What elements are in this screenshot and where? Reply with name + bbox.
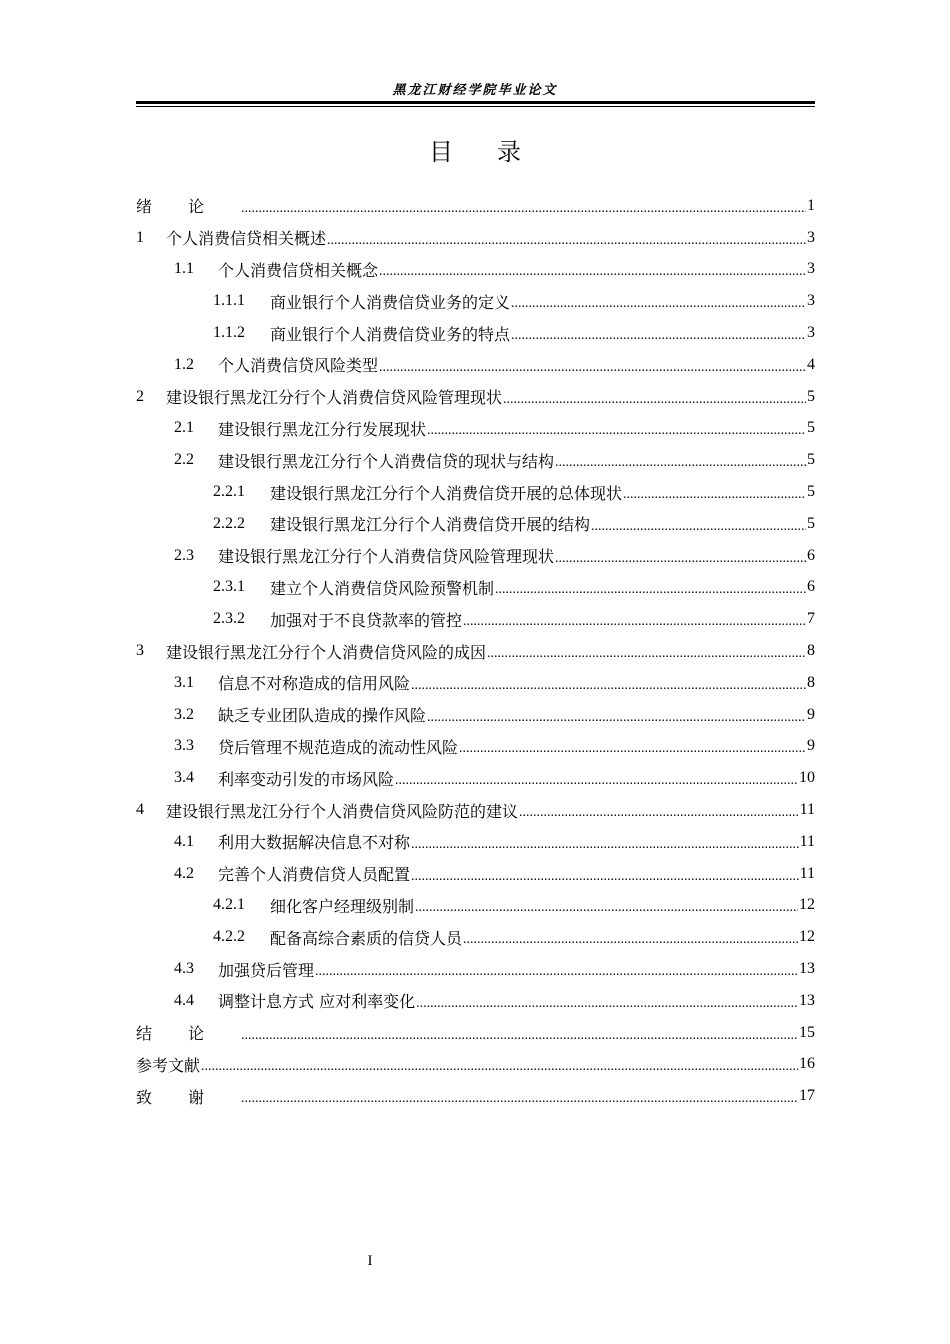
toc-entry-number: 3 (136, 642, 144, 660)
toc-entry[interactable] (136, 413, 815, 445)
toc-entry-title: 调整计息方式 应对利率变化 (218, 992, 416, 1012)
toc-entry-title: 配备高综合素质的信贷人员 (270, 928, 463, 948)
toc-entry-number: 3.4 (174, 769, 194, 787)
toc-entry-page: 11 (799, 832, 815, 850)
toc-entry-page: 5 (807, 419, 815, 437)
toc-entry-page: 12 (799, 928, 815, 946)
toc-dot-leader (416, 996, 798, 1017)
toc-entry[interactable] (136, 667, 815, 699)
toc-dot-leader (395, 773, 798, 794)
toc-dot-leader (555, 455, 806, 476)
toc-entry-title: 商业银行个人消费信贷业务的定义 (270, 292, 511, 312)
toc-entry[interactable] (136, 254, 815, 286)
toc-entry-number: 2 (136, 387, 144, 405)
toc-entry[interactable] (136, 444, 815, 476)
toc-entry-number: 4.3 (174, 960, 194, 978)
toc-dot-leader (427, 423, 806, 444)
toc-heading: 目录 (429, 138, 565, 166)
toc-entry-page: 10 (799, 769, 815, 787)
toc-entry-number: 4 (136, 801, 144, 819)
toc-entry-number: 1.1.1 (213, 292, 245, 310)
toc-dot-leader (379, 264, 806, 285)
toc-entry-number: 4.4 (174, 991, 194, 1009)
toc-entry[interactable] (136, 508, 815, 540)
toc-entry-number: 2.3.2 (213, 610, 245, 628)
toc-entry-number: 2.2.1 (213, 483, 245, 501)
toc-entry-number: 2.2.2 (213, 514, 245, 532)
toc-dot-leader (241, 1091, 798, 1112)
toc-entry-number: 2.3.1 (213, 578, 245, 596)
toc-entry[interactable] (136, 794, 815, 826)
toc-entry[interactable] (136, 985, 815, 1017)
toc-dot-leader (511, 296, 806, 317)
toc-entry-title: 商业银行个人消费信贷业务的特点 (270, 324, 511, 344)
toc-entry[interactable] (136, 921, 815, 953)
toc-entry-number: 2.3 (174, 546, 194, 564)
footer-page-number: I (367, 1253, 373, 1269)
toc-entry-title: 建立个人消费信贷风险预警机制 (270, 578, 495, 598)
toc-entry-page: 8 (807, 642, 815, 660)
toc-entry-page: 9 (807, 705, 815, 723)
toc-entry-title: 利用大数据解决信息不对称 (218, 833, 411, 853)
toc-dot-leader (241, 201, 806, 222)
toc-entry-title: 建设银行黑龙江分行个人消费信贷开展的总体现状 (270, 483, 623, 503)
toc-entry-number: 3.2 (174, 705, 194, 723)
toc-entry-page: 5 (807, 483, 815, 501)
toc-entry[interactable] (136, 953, 815, 985)
toc-entry[interactable] (136, 1080, 815, 1112)
toc-dot-leader (427, 710, 806, 731)
toc-entry-title: 结论 (136, 1024, 241, 1044)
toc-entry-title: 建设银行黑龙江分行个人消费信贷风险管理现状 (166, 388, 503, 408)
toc-entry[interactable] (136, 572, 815, 604)
toc-entry-title: 建设银行黑龙江分行个人消费信贷风险管理现状 (218, 547, 555, 567)
toc-entry-page: 9 (807, 737, 815, 755)
toc-entry-number: 4.2.2 (213, 928, 245, 946)
toc-dot-leader (623, 487, 806, 508)
header-rule-thick (136, 101, 815, 104)
toc-entry-page: 17 (799, 1087, 815, 1105)
toc-entry-title: 细化客户经理级别制 (270, 896, 415, 916)
toc-entry-page: 3 (807, 228, 815, 246)
toc-entry-page: 5 (807, 387, 815, 405)
table-of-contents (136, 190, 815, 1112)
toc-entry-page: 5 (807, 451, 815, 469)
toc-entry-page: 6 (807, 578, 815, 596)
toc-entry[interactable] (136, 699, 815, 731)
toc-entry[interactable] (136, 731, 815, 763)
toc-entry-title: 利率变动引发的市场风险 (218, 769, 395, 789)
toc-entry-page: 16 (799, 1055, 815, 1073)
toc-dot-leader (495, 582, 806, 603)
toc-entry[interactable] (136, 1049, 815, 1081)
toc-dot-leader (463, 932, 798, 953)
toc-entry-title: 个人消费信贷相关概述 (166, 229, 327, 249)
toc-entry-title: 贷后管理不规范造成的流动性风险 (218, 737, 459, 757)
toc-entry-title: 参考文献 (136, 1055, 201, 1075)
toc-entry-title: 信息不对称造成的信用风险 (218, 674, 411, 694)
toc-dot-leader (411, 678, 806, 699)
toc-entry-number: 1.2 (174, 355, 194, 373)
toc-dot-leader (463, 614, 806, 635)
toc-dot-leader (411, 869, 799, 890)
toc-entry[interactable] (136, 762, 815, 794)
toc-entry-number: 3.3 (174, 737, 194, 755)
toc-entry[interactable] (136, 890, 815, 922)
toc-entry-page: 3 (807, 260, 815, 278)
toc-dot-leader (503, 392, 806, 413)
toc-entry-number: 1.1 (174, 260, 194, 278)
toc-entry-title: 加强对于不良贷款率的管控 (270, 610, 463, 630)
toc-dot-leader (519, 805, 799, 826)
toc-dot-leader (487, 646, 806, 667)
toc-dot-leader (327, 233, 806, 254)
toc-entry-page: 13 (799, 991, 815, 1009)
toc-entry-page: 1 (807, 196, 815, 214)
toc-entry-title: 建设银行黑龙江分行个人消费信贷风险防范的建议 (166, 801, 519, 821)
toc-entry-page: 5 (807, 514, 815, 532)
toc-entry[interactable] (136, 381, 815, 413)
toc-entry-number: 2.2 (174, 451, 194, 469)
toc-entry[interactable] (136, 349, 815, 381)
toc-entry-number: 2.1 (174, 419, 194, 437)
toc-entry-number: 3.1 (174, 673, 194, 691)
toc-entry[interactable] (136, 190, 815, 222)
toc-dot-leader (459, 741, 806, 762)
toc-entry-title: 建设银行黑龙江分行发展现状 (218, 419, 427, 439)
toc-entry-number: 1.1.2 (213, 324, 245, 342)
toc-entry-page: 12 (799, 896, 815, 914)
toc-dot-leader (591, 519, 806, 540)
toc-entry[interactable] (136, 635, 815, 667)
toc-entry-number: 1 (136, 228, 144, 246)
toc-entry-page: 4 (807, 355, 815, 373)
toc-entry[interactable] (136, 540, 815, 572)
toc-entry-page: 6 (807, 546, 815, 564)
toc-entry-page: 11 (799, 801, 815, 819)
toc-entry-title: 个人消费信贷风险类型 (218, 356, 379, 376)
toc-dot-leader (415, 900, 798, 921)
toc-dot-leader (555, 551, 806, 572)
toc-entry-title: 加强贷后管理 (218, 960, 315, 980)
toc-entry-title: 绪论 (136, 197, 241, 217)
header-rule-thin (136, 106, 815, 107)
toc-entry-title: 致谢 (136, 1087, 241, 1107)
toc-entry[interactable] (136, 1017, 815, 1049)
toc-entry-page: 7 (807, 610, 815, 628)
toc-entry-title: 缺乏专业团队造成的操作风险 (218, 706, 427, 726)
toc-dot-leader (201, 1059, 798, 1080)
toc-entry[interactable] (136, 285, 815, 317)
toc-dot-leader (511, 328, 806, 349)
toc-entry[interactable] (136, 603, 815, 635)
toc-entry-number: 4.1 (174, 832, 194, 850)
toc-dot-leader (379, 360, 806, 381)
toc-entry[interactable] (136, 858, 815, 890)
toc-entry[interactable] (136, 317, 815, 349)
toc-dot-leader (241, 1028, 798, 1049)
running-header-title: 黑龙江财经学院毕业论文 (392, 83, 558, 98)
toc-entry-title: 个人消费信贷相关概念 (218, 260, 379, 280)
toc-entry-page: 13 (799, 960, 815, 978)
toc-entry[interactable] (136, 222, 815, 254)
toc-entry-page: 3 (807, 292, 815, 310)
toc-entry-number: 4.2.1 (213, 896, 245, 914)
toc-dot-leader (411, 837, 799, 858)
toc-entry-title: 建设银行黑龙江分行个人消费信贷风险的成因 (166, 642, 487, 662)
toc-entry-page: 8 (807, 673, 815, 691)
toc-entry-title: 建设银行黑龙江分行个人消费信贷的现状与结构 (218, 451, 555, 471)
toc-entry-number: 4.2 (174, 864, 194, 882)
toc-entry-title: 完善个人消费信贷人员配置 (218, 865, 411, 885)
toc-entry-page: 3 (807, 324, 815, 342)
toc-entry-page: 15 (799, 1023, 815, 1041)
toc-entry-page: 11 (799, 864, 815, 882)
toc-entry[interactable] (136, 476, 815, 508)
toc-dot-leader (315, 964, 798, 985)
toc-entry[interactable] (136, 826, 815, 858)
toc-entry-title: 建设银行黑龙江分行个人消费信贷开展的结构 (270, 515, 591, 535)
